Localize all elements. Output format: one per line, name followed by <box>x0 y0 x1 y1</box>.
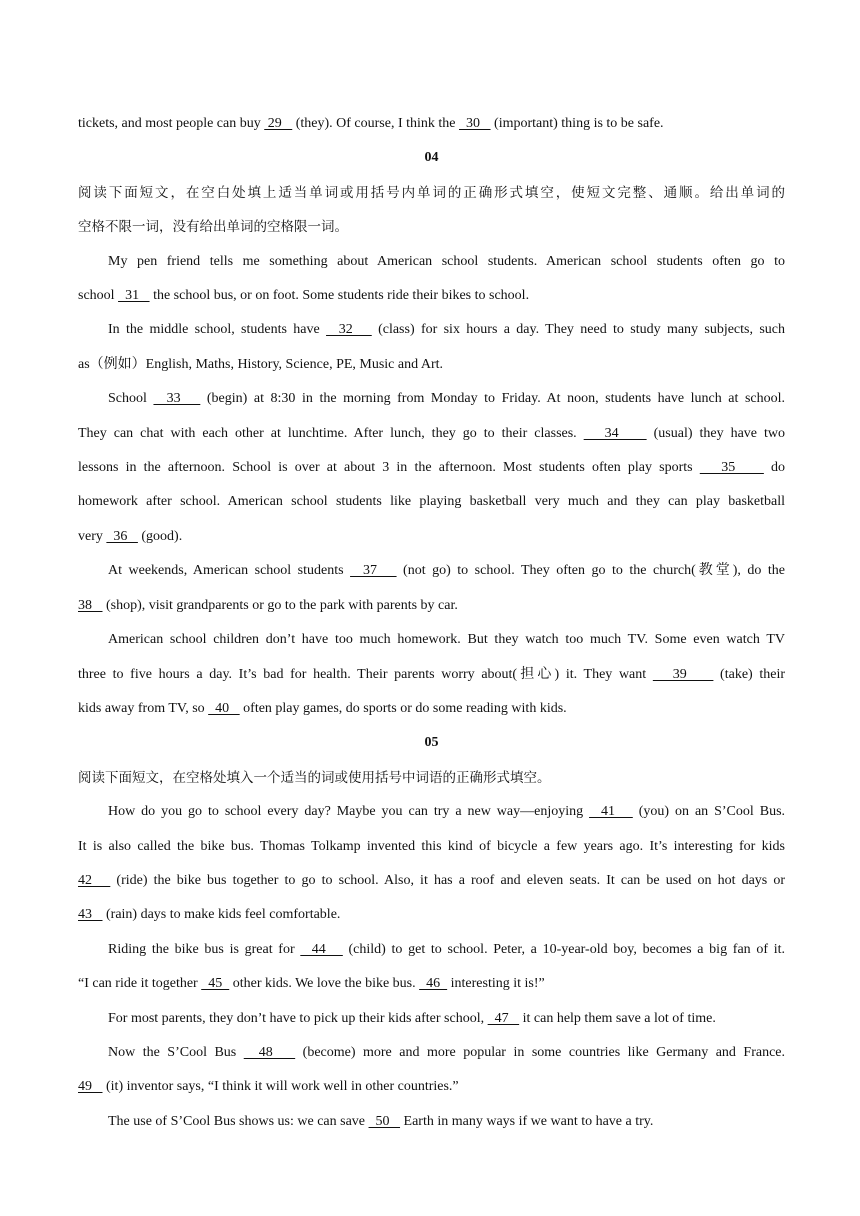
text-line <box>78 830 785 864</box>
text-segment: interesting it is!” <box>447 976 545 992</box>
text-segment: (usual) they have two <box>646 425 785 441</box>
answer-blank: 50 <box>368 1113 401 1129</box>
answer-blank: 48 <box>243 1044 296 1060</box>
answer-blank: 32 <box>326 322 372 338</box>
text-segment: kids away from TV, so <box>78 700 209 716</box>
text-segment: At weekends, American school students <box>108 563 351 579</box>
text-segment: Riding the bike bus is great for <box>108 941 301 957</box>
text-line <box>78 658 785 692</box>
text-segment: (take) their <box>713 666 786 682</box>
text-line <box>78 485 785 519</box>
text-segment: (begin) at 8:30 in the morning from Monday to Friday. At noon, students have lunch at school. <box>200 391 786 407</box>
text-line <box>78 1070 785 1104</box>
text-line <box>78 176 785 210</box>
text-segment: “I can ride it together <box>78 976 202 992</box>
text-segment: School <box>108 391 154 407</box>
text-segment: homework after school. American school students like playing basketball very much and they can play basketball <box>78 494 785 510</box>
text-line <box>78 451 785 485</box>
answer-blank: 31 <box>118 288 150 304</box>
text-segment: as（例如）English, Maths, History, Science, PE, Music and Art. <box>78 356 444 372</box>
text-segment: school <box>78 288 119 304</box>
text-segment: 阅读下面短文，在空白处填上适当单词或用括号内单词的正确形式填空，使短文完整、通顺。给出单词的 <box>78 184 785 201</box>
text-segment: (rain) days to make kids feel comfortable. <box>102 907 341 923</box>
answer-blank: 37 <box>350 563 397 579</box>
text-line <box>78 1036 785 1070</box>
text-line <box>78 761 785 795</box>
text-line <box>78 1002 785 1036</box>
text-segment: (it) inventor says, “I think it will work well in other countries.” <box>102 1079 459 1095</box>
text-segment: very <box>78 528 107 544</box>
text-segment: (important) thing is to be safe. <box>490 116 664 131</box>
text-segment: it can help them save a lot of time. <box>519 1010 716 1026</box>
text-segment: 空格不限一词，没有给出单词的空格限一词。 <box>78 219 348 236</box>
answer-blank: 30 <box>459 116 491 131</box>
section-number <box>78 726 785 760</box>
text-segment: American school children don’t have too much homework. But they watch too much TV. Some even watch TV <box>108 632 785 648</box>
answer-blank: 43 <box>78 907 103 923</box>
text-line <box>78 417 785 451</box>
answer-blank: 38 <box>78 597 103 613</box>
text-line <box>78 348 785 382</box>
answer-blank: 44 <box>300 941 343 957</box>
text-segment: It is also called the bike bus. Thomas Tolkamp invented this kind of bicycle a few years ago. It’s interesting for kids <box>78 838 785 854</box>
text-segment: The use of S’Cool Bus shows us: we can save <box>108 1113 369 1129</box>
text-line <box>78 279 785 313</box>
text-segment: In the middle school, students have <box>108 322 327 338</box>
answer-blank: 49 <box>78 1079 103 1095</box>
answer-blank: 35 <box>699 460 764 476</box>
text-segment: do <box>763 460 786 476</box>
text-segment: Now the S’Cool Bus <box>108 1044 244 1060</box>
text-line <box>78 313 785 347</box>
text-segment: (not go) to school. They often go to the church(教堂), do the <box>396 563 785 579</box>
text-segment: other kids. We love the bike bus. <box>229 976 420 992</box>
text-line <box>78 382 785 416</box>
text-segment: often play games, do sports or do some reading with kids. <box>239 700 567 716</box>
text-segment: 04 <box>424 150 439 166</box>
answer-blank: 45 <box>201 976 230 992</box>
text-segment: (child) to get to school. Peter, a 10-year-old boy, becomes a big fan of it. <box>342 941 785 957</box>
answer-blank: 29 <box>264 116 293 131</box>
text-line <box>78 795 785 829</box>
text-line <box>78 692 785 726</box>
text-segment: lessons in the afternoon. School is over at about 3 in the afternoon. Most students often play sports <box>78 460 700 476</box>
answer-blank: 47 <box>487 1010 520 1026</box>
text-segment: (shop), visit grandparents or go to the park with parents by car. <box>102 597 458 613</box>
answer-blank: 46 <box>419 976 448 992</box>
text-segment: (you) on an S’Cool Bus. <box>632 804 786 820</box>
text-segment: 阅读下面短文，在空格处填入一个适当的词或使用括号中词语的正确形式填空。 <box>78 769 551 786</box>
document-page <box>78 107 785 1139</box>
text-line <box>78 520 785 554</box>
answer-blank: 36 <box>106 528 138 544</box>
text-line <box>78 864 785 898</box>
text-segment: (ride) the bike bus together to go to school. Also, it has a roof and eleven seats. It can be used on hot days or <box>110 872 785 888</box>
text-segment: (become) more and more popular in some countries like Germany and France. <box>295 1044 786 1060</box>
text-line <box>78 210 785 244</box>
text-segment: the school bus, or on foot. Some students ride their bikes to school. <box>149 288 530 304</box>
text-line <box>78 1105 785 1139</box>
text-line <box>78 107 785 141</box>
text-line <box>78 623 785 657</box>
text-segment: How do you go to school every day? Maybe you can try a new way—enjoying <box>108 804 590 820</box>
answer-blank: 34 <box>583 425 647 441</box>
section-number <box>78 141 785 175</box>
text-segment: They can chat with each other at lunchtime. After lunch, they go to their classes. <box>78 425 584 441</box>
text-segment: (they). Of course, I think the <box>292 116 460 131</box>
text-segment: three to five hours a day. It’s bad for health. Their parents worry about(担心) it. They want <box>78 666 653 682</box>
text-line <box>78 967 785 1001</box>
text-segment: Earth in many ways if we want to have a try. <box>400 1113 654 1129</box>
answer-blank: 39 <box>652 666 714 682</box>
text-segment: For most parents, they don’t have to pick up their kids after school, <box>108 1010 488 1026</box>
text-segment: My pen friend tells me something about American school students. American school students often go to <box>108 253 785 269</box>
text-line <box>78 245 785 279</box>
text-line <box>78 933 785 967</box>
answer-blank: 33 <box>153 391 201 407</box>
text-segment: tickets, and most people can buy <box>78 116 265 131</box>
answer-blank: 42 <box>78 872 111 888</box>
answer-blank: 41 <box>589 804 633 820</box>
text-segment: 05 <box>424 735 439 751</box>
text-segment: (good). <box>137 528 183 544</box>
text-line <box>78 589 785 623</box>
text-segment: (class) for six hours a day. They need to study many subjects, such <box>371 322 785 338</box>
text-line <box>78 554 785 588</box>
text-line <box>78 898 785 932</box>
answer-blank: 40 <box>208 700 240 716</box>
